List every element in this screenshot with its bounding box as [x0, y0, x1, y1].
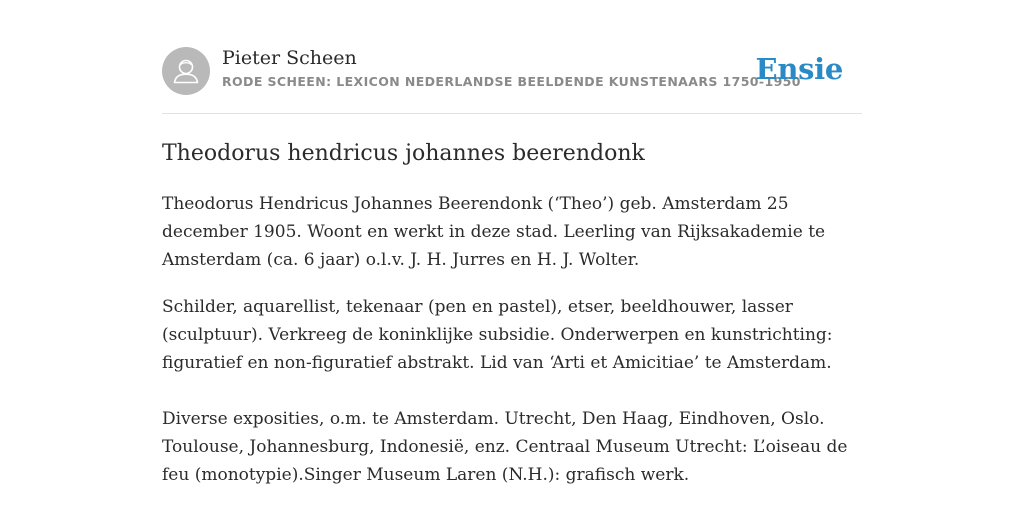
- article-paragraph-3: [162, 405, 862, 489]
- user-silhouette-icon: [162, 47, 210, 95]
- article-paragraph-1: [162, 190, 862, 274]
- paragraph-line: Schilder, aquarellist, tekenaar (pen en pastel), etser, beeldhouwer, lasser: [162, 297, 793, 317]
- article-title: Theodorus hendricus johannes beerendonk: [162, 141, 645, 166]
- paragraph-line: (sculptuur). Verkreeg de koninklijke subsidie. Onderwerpen en kunstrichting:: [162, 325, 833, 345]
- paragraph-line: Diverse exposities, o.m. te Amsterdam. Utrecht, Den Haag, Eindhoven, Oslo.: [162, 409, 825, 429]
- ensie-logo[interactable]: Ensie: [755, 52, 843, 86]
- paragraph-line: figuratief en non-figuratief abstrakt. Lid van ‘Arti et Amicitiae’ te Amsterdam.: [162, 353, 832, 373]
- paragraph-line: Toulouse, Johannesburg, Indonesië, enz. Centraal Museum Utrecht: L’oiseau de: [162, 437, 848, 457]
- paragraph-line: december 1905. Woont en werkt in deze stad. Leerling van Rijksakademie te: [162, 222, 826, 242]
- author-name[interactable]: Pieter Scheen: [222, 47, 357, 69]
- article-paragraph-2: [162, 293, 862, 377]
- article-card: [162, 46, 862, 489]
- avatar[interactable]: [162, 47, 210, 95]
- article-header: [162, 46, 862, 114]
- paragraph-line: Amsterdam (ca. 6 jaar) o.l.v. J. H. Jurres en H. J. Wolter.: [162, 250, 640, 270]
- paragraph-line: feu (monotypie).Singer Museum Laren (N.H.): grafisch werk.: [162, 465, 690, 485]
- source-label[interactable]: RODE SCHEEN: LEXICON NEDERLANDSE BEELDENDE KUNSTENAARS 1750-1950: [222, 74, 801, 89]
- paragraph-line: Theodorus Hendricus Johannes Beerendonk (‘Theo’) geb. Amsterdam 25: [162, 194, 789, 214]
